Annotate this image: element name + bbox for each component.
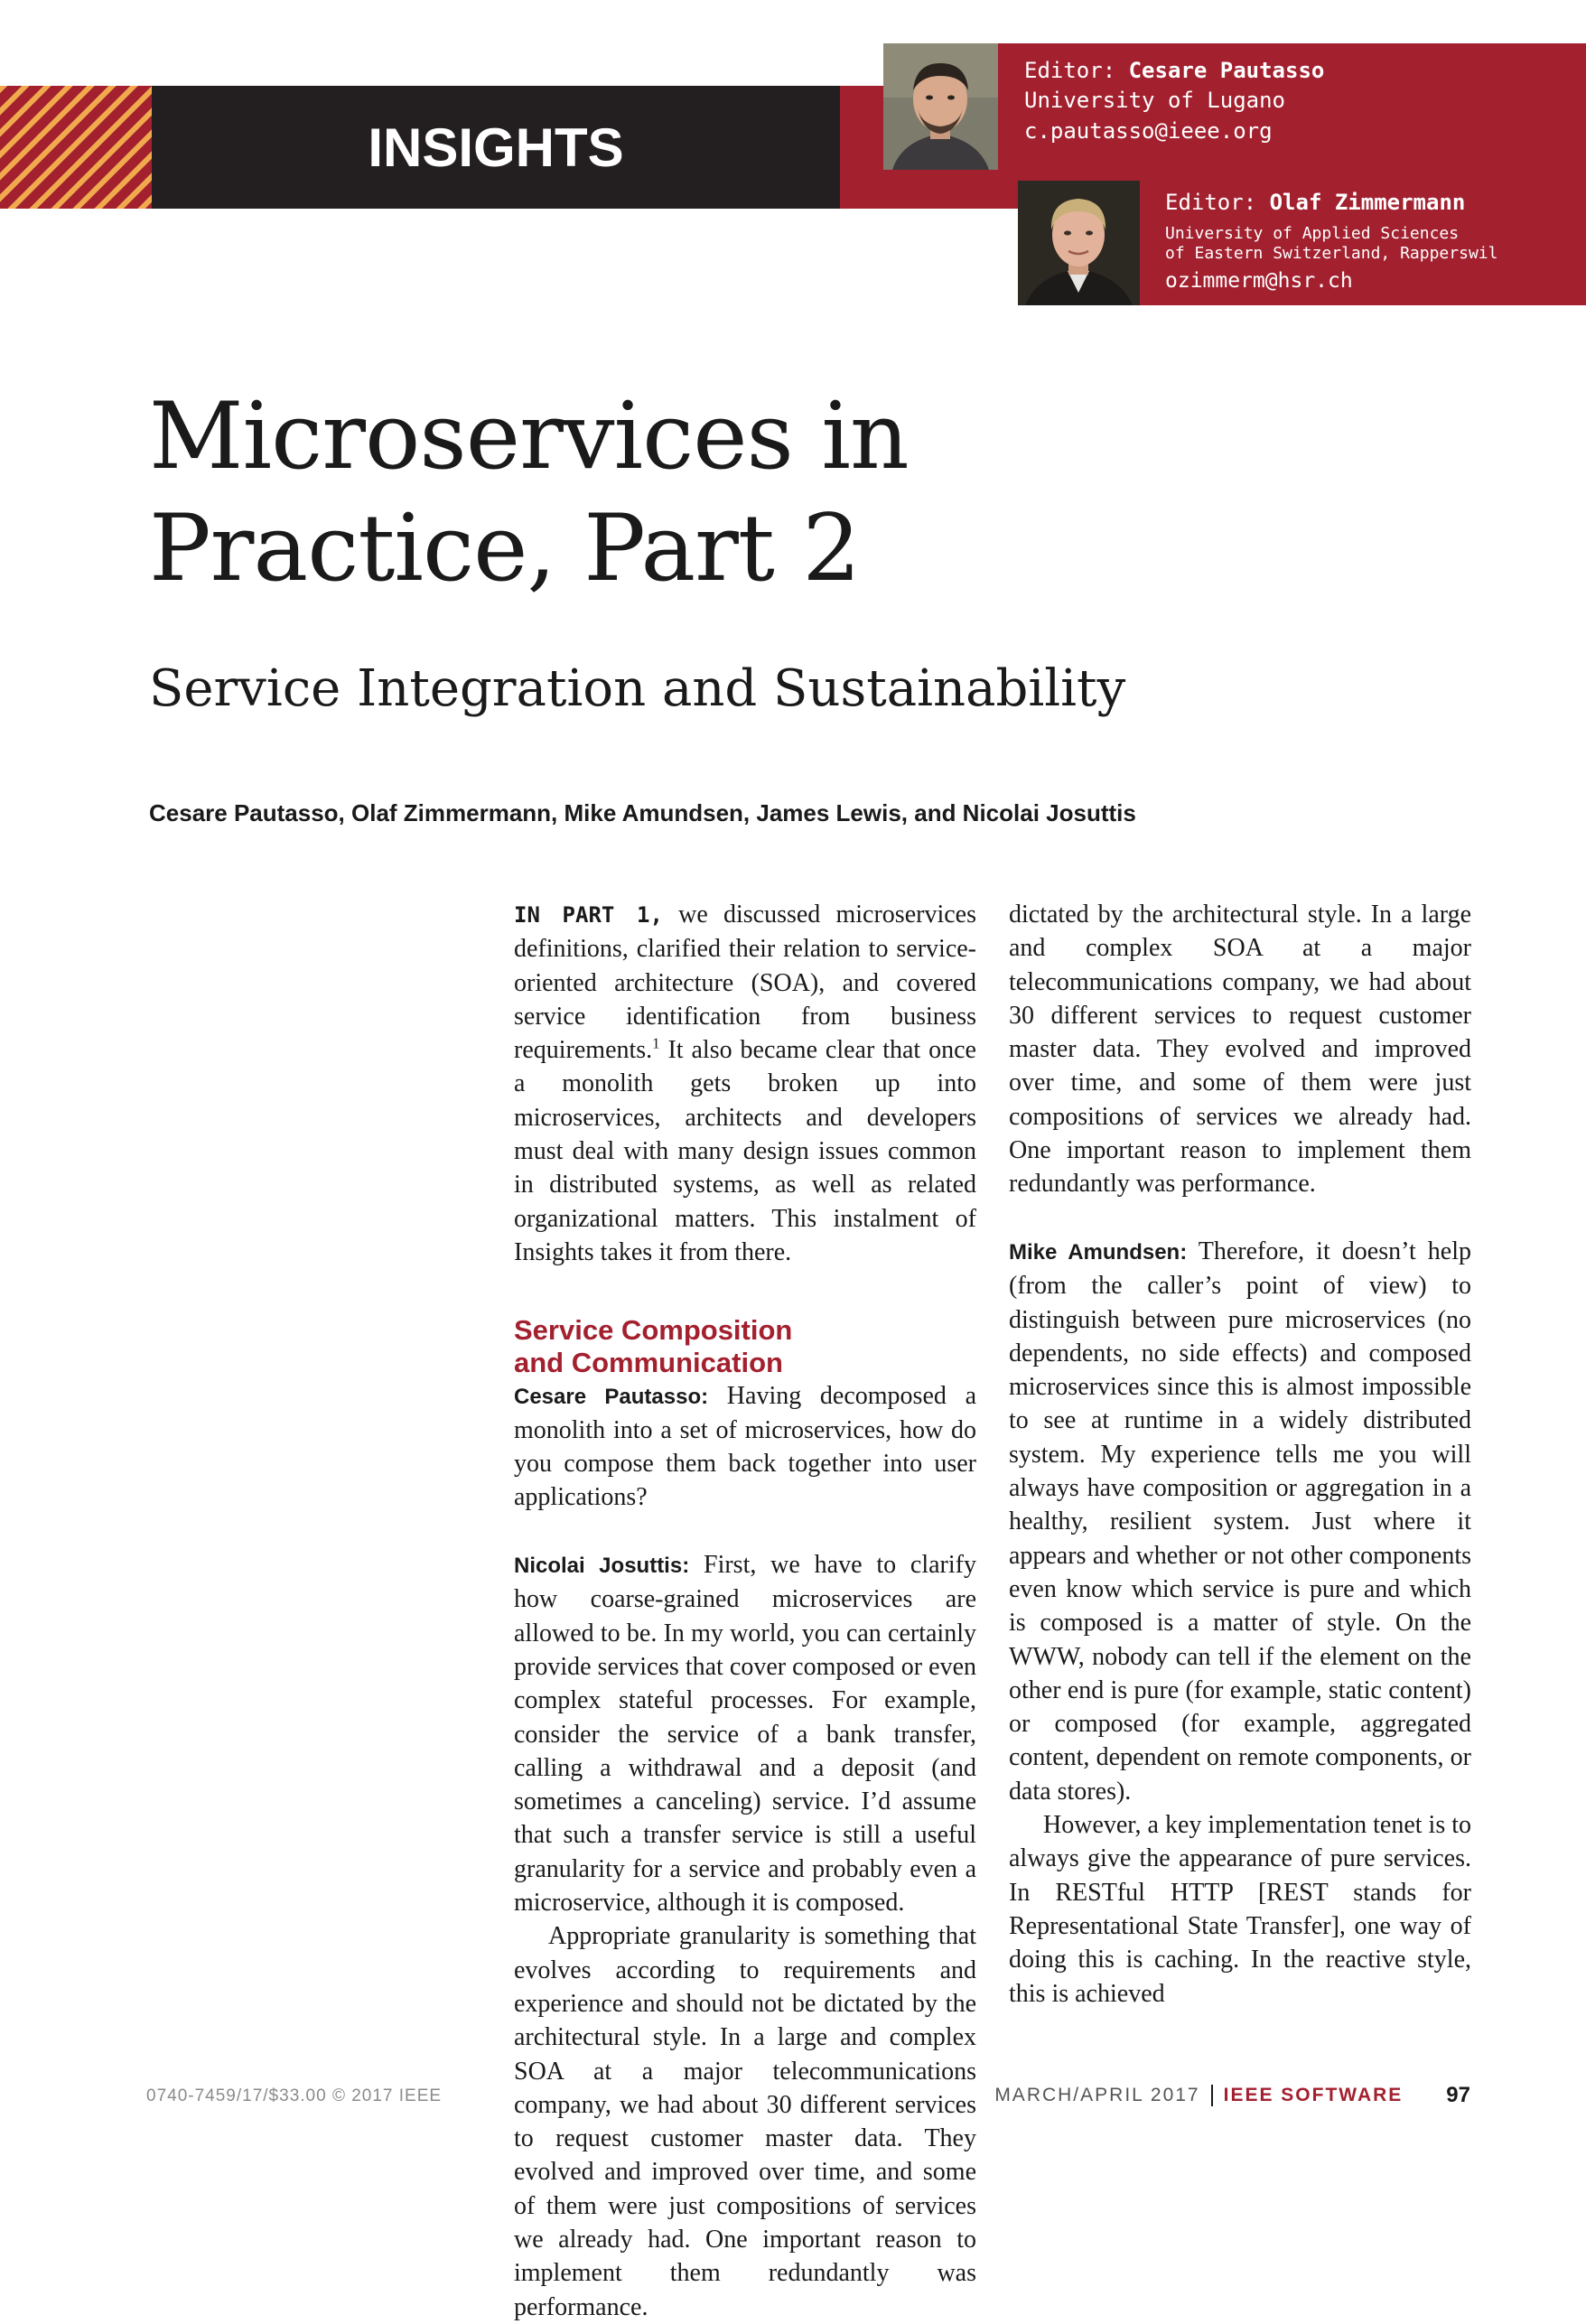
- editor2-name: Olaf Zimmermann: [1269, 190, 1466, 215]
- editor1-photo: [883, 43, 998, 170]
- article-subtitle: Service Integration and Sustainability: [149, 659, 1126, 718]
- speaker-label: Mike Amundsen:: [1009, 1239, 1188, 1265]
- copyright-line: 0740-7459/17/$33.00 © 2017 IEEE: [146, 2086, 443, 2105]
- continued-paragraph: [1009, 898, 1471, 1201]
- running-footer: [994, 2083, 1470, 2108]
- intro-paragraph: IN PART 1, we discussed microservices definitions, clarified their relation to service-oriented architecture (SOA), and covered service identification from business requirements.$^1$ It also became clear that once a monolith gets broken up into microservices, architects and developers must deal with many design issues common in distributed systems, as well as related organizational matters. This instalment of Insights takes it from there.: [514, 901, 976, 1266]
- title-line-2: Practice, Part 2: [149, 495, 861, 602]
- editor1-email[interactable]: c.pautasso@ieee.org: [1024, 118, 1273, 144]
- article-authors: Cesare Pautasso, Olaf Zimmermann, Mike Amundsen, James Lewis, and Nicolai Josuttis: [149, 799, 1136, 826]
- answer-paragraph: Nicolai Josuttis: First, we have to clarify how coarse-grained microservices are allowed to be. In my world, you can certainly provide services that cover composed or even complex stateful processes. For example, consider the service of a bank transfer, calling a withdrawal and a deposit (and sometimes a canceling) service. I’d assume that such a transfer service is still a useful granularity for a service and probably even a microservice, although it is composed.: [514, 1551, 976, 1918]
- answer-paragraph-continued: However, a key implementation tenet is to always give the appearance of pure services. In RESTful HTTP [REST stands for Representational State Transfer], one way of doing this is caching. In the reactive style, this is achieved: [1009, 1811, 1471, 2008]
- portrait-icon: [883, 43, 998, 170]
- answer-paragraph: Mike Amundsen: Therefore, it doesn’t help (from the caller’s point of view) to distinguish between pure microservices (no dependents, no side effects) and composed microservices since this is almost impossible to see at runtime in a widely distributed system. My experience tells me you will always have composition or aggregation in a healthy, resilient system. Just where it appears and whether or not other components even know which service is pure and which is composed is a matter of style. On the WWW, nobody can tell if the element on the other end is pure (for example, static content) or composed (for example, aggregated content, dependent on remote components, or data stores).: [1009, 1237, 1471, 1806]
- portrait-icon: [1018, 181, 1140, 305]
- title-line-1: Microservices in: [149, 383, 909, 490]
- section-banner: [152, 86, 840, 209]
- magazine-name: IEEE SOFTWARE: [1223, 2085, 1404, 2105]
- page-number: 97: [1446, 2083, 1470, 2107]
- speaker-label: Nicolai Josuttis:: [514, 1554, 690, 1579]
- body-column-right: [1009, 898, 1471, 2011]
- editor2-photo: [1018, 181, 1140, 305]
- editor2-heading: Editor: Olaf Zimmermann: [1165, 190, 1466, 215]
- section-label: INSIGHTS: [368, 117, 624, 178]
- issue-date: MARCH/APRIL 2017: [994, 2085, 1200, 2105]
- editor1-heading: Editor: Cesare Pautasso: [1024, 58, 1325, 83]
- editor2-affiliation-line1: University of Applied Sciences: [1165, 224, 1460, 243]
- question-paragraph: Cesare Pautasso: Having decomposed a monolith into a set of microservices, how do you compose them back together into user applications?: [514, 1381, 976, 1512]
- editor2-email[interactable]: ozimmerm@hsr.ch: [1165, 269, 1353, 293]
- editor2-affiliation-line2: of Eastern Switzerland, Rapperswil: [1165, 244, 1498, 263]
- intro-lead: IN PART 1,: [514, 902, 663, 928]
- speaker-label: Cesare Pautasso:: [514, 1384, 709, 1409]
- article-title: [149, 381, 1323, 605]
- reference-marker[interactable]: 1: [652, 1034, 660, 1052]
- body-column-left: [514, 898, 976, 2321]
- footer-divider: [1211, 2085, 1213, 2106]
- editor1-affiliation: University of Lugano: [1024, 88, 1285, 113]
- section-heading: Service Composition and Communication: [514, 1313, 793, 1378]
- answer-paragraph-continued: Appropriate granularity is something that evolves according to requirements and experience and should not be dictated by the architectural style. In a large and complex SOA at a major telecommunications company, we had about 30 different services to request customer master data. They evolved and improved over time, and some of them were just compositions of services we already had. One important reason to implement them redundantly was performance.: [514, 1922, 976, 2321]
- editor1-name: Cesare Pautasso: [1128, 58, 1325, 83]
- decorative-stripes: [0, 86, 152, 209]
- continued-text: dictated by the architectural style. In a large and complex SOA at a major telecommunications company, we had about 30 different services to request customer master data. They evolved and improved over time, and some of them were just compositions of services we already had. One important reason to implement them redundantly was performance.: [1009, 901, 1471, 1199]
